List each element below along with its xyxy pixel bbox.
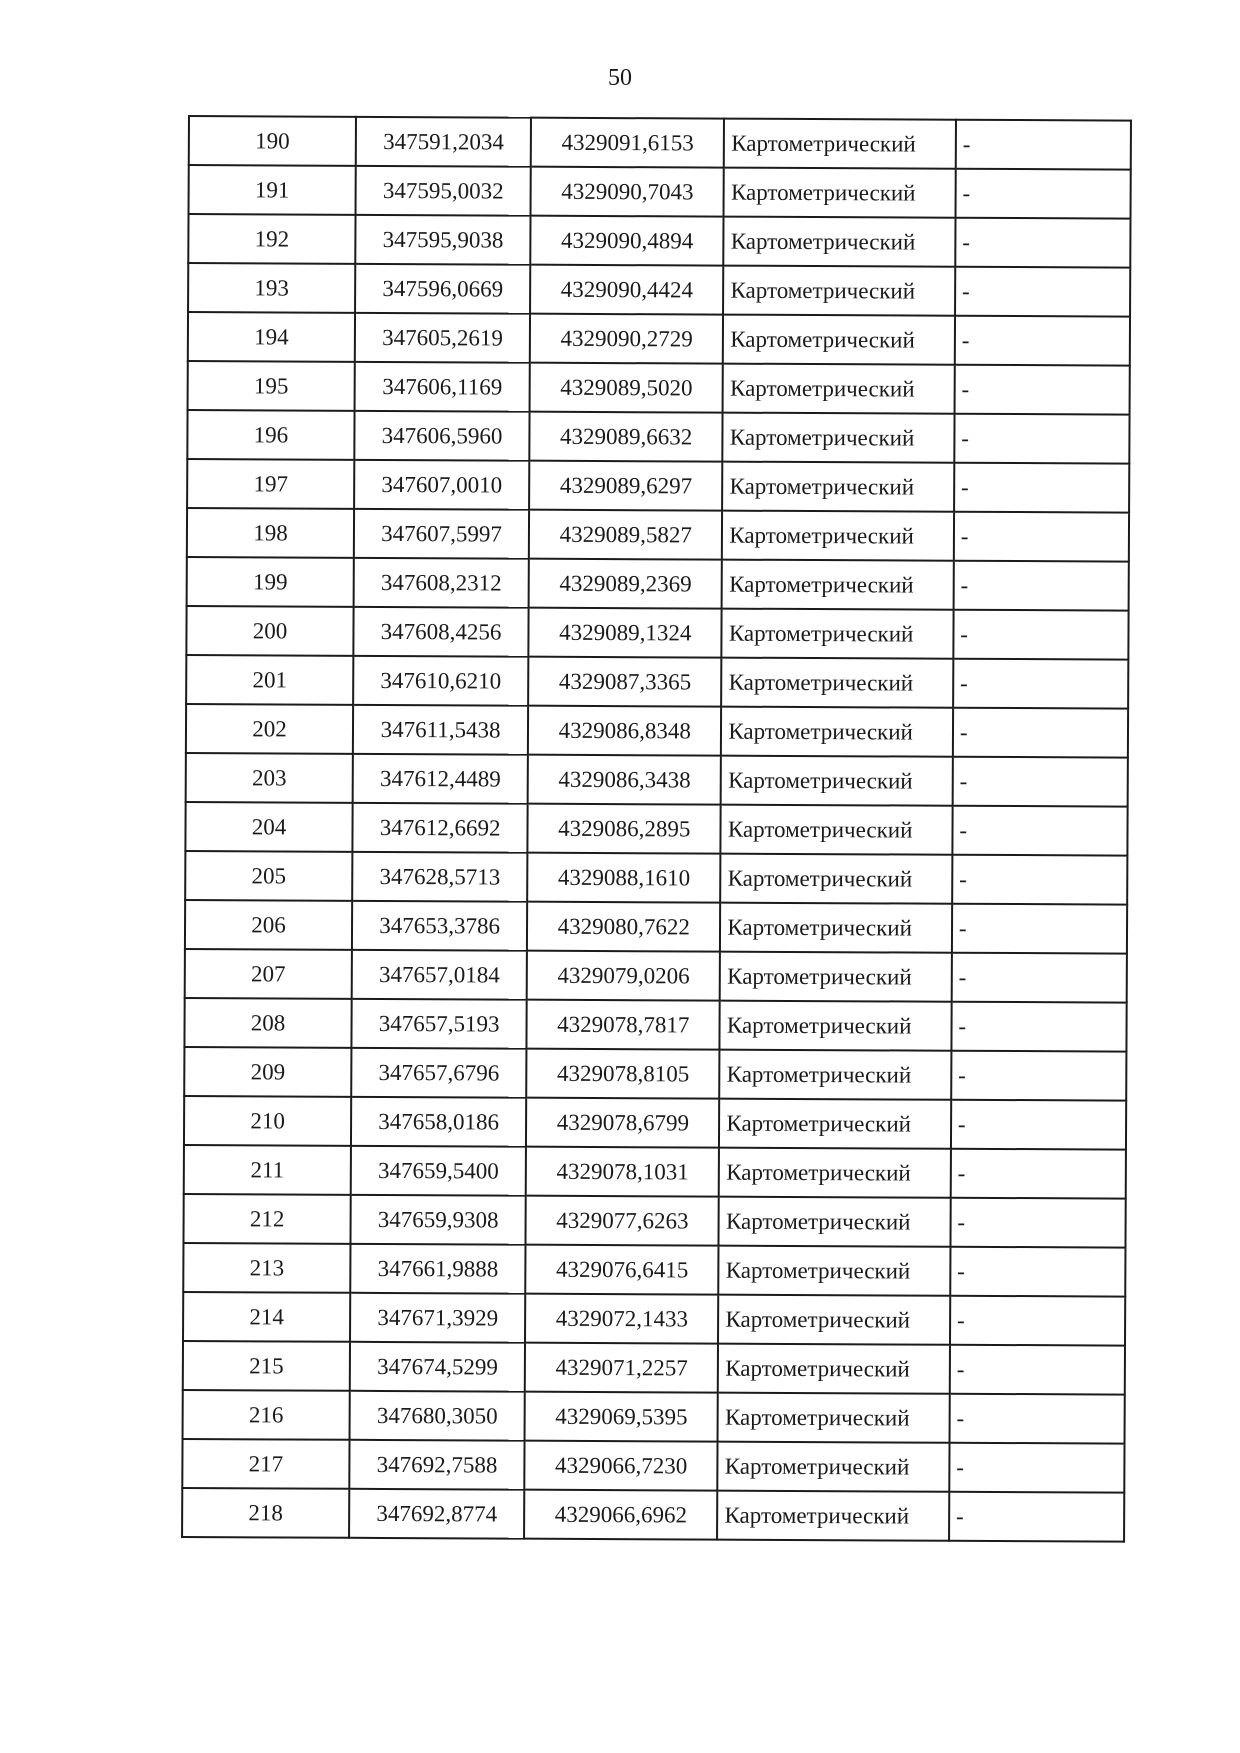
x-coordinate-cell: 347607,5997 <box>354 509 529 559</box>
table-row <box>187 557 1129 611</box>
point-number-cell: 206 <box>185 900 352 950</box>
method-cell: Картометрический <box>722 511 954 561</box>
y-coordinate-cell: 4329078,7817 <box>527 1000 720 1050</box>
table-row <box>183 1390 1125 1444</box>
y-coordinate-cell: 4329077,6263 <box>526 1196 719 1246</box>
point-number-cell: 199 <box>187 557 354 607</box>
method-cell: Картометрический <box>723 364 955 414</box>
method-cell: Картометрический <box>724 217 956 267</box>
point-number-cell: 193 <box>188 263 355 313</box>
method-cell: Картометрический <box>720 1001 952 1051</box>
method-cell: Картометрический <box>720 1050 952 1100</box>
point-number-cell: 215 <box>183 1341 350 1391</box>
table-row <box>184 1096 1126 1150</box>
error-cell: - <box>952 953 1127 1003</box>
y-coordinate-cell: 4329090,2729 <box>530 314 723 364</box>
error-cell: - <box>954 512 1129 562</box>
error-cell: - <box>955 218 1130 268</box>
method-cell: Картометрический <box>721 756 953 806</box>
table-row <box>185 851 1127 905</box>
y-coordinate-cell: 4329090,4894 <box>530 216 723 266</box>
table-row <box>184 1145 1126 1199</box>
method-cell: Картометрический <box>718 1393 950 1443</box>
point-number-cell: 198 <box>187 508 354 558</box>
x-coordinate-cell: 347657,0184 <box>352 950 527 1000</box>
error-cell: - <box>954 414 1129 464</box>
method-cell: Картометрический <box>720 903 952 953</box>
table-row <box>182 1439 1124 1493</box>
table-row <box>183 1292 1125 1346</box>
point-number-cell: 197 <box>187 459 354 509</box>
point-number-cell: 196 <box>187 410 354 460</box>
method-cell: Картометрический <box>721 805 953 855</box>
error-cell: - <box>951 1100 1126 1150</box>
method-cell: Картометрический <box>718 1295 950 1345</box>
coordinates-table <box>181 115 1132 1543</box>
y-coordinate-cell: 4329091,6153 <box>531 118 724 168</box>
error-cell: - <box>952 904 1127 954</box>
y-coordinate-cell: 4329071,2257 <box>525 1343 718 1393</box>
y-coordinate-cell: 4329087,3365 <box>528 657 721 707</box>
y-coordinate-cell: 4329066,6962 <box>524 1490 717 1540</box>
table-row <box>183 1341 1125 1395</box>
y-coordinate-cell: 4329079,0206 <box>527 951 720 1001</box>
x-coordinate-cell: 347610,6210 <box>353 656 528 706</box>
error-cell: - <box>949 1443 1124 1493</box>
y-coordinate-cell: 4329089,1324 <box>529 608 722 658</box>
method-cell: Картометрический <box>722 658 954 708</box>
method-cell: Картометрический <box>721 854 953 904</box>
table-row <box>186 753 1128 807</box>
table-row <box>186 704 1128 758</box>
error-cell: - <box>953 659 1128 709</box>
point-number-cell: 190 <box>189 116 356 166</box>
error-cell: - <box>952 855 1127 905</box>
point-number-cell: 203 <box>186 753 353 803</box>
y-coordinate-cell: 4329086,3438 <box>528 755 721 805</box>
x-coordinate-cell: 347611,5438 <box>353 705 528 755</box>
x-coordinate-cell: 347653,3786 <box>352 901 527 951</box>
x-coordinate-cell: 347628,5713 <box>352 852 527 902</box>
x-coordinate-cell: 347605,2619 <box>355 313 530 363</box>
point-number-cell: 214 <box>183 1292 350 1342</box>
table-row <box>183 1243 1125 1297</box>
error-cell: - <box>952 806 1127 856</box>
error-cell: - <box>955 267 1130 317</box>
y-coordinate-cell: 4329090,7043 <box>531 167 724 217</box>
x-coordinate-cell: 347595,0032 <box>356 166 531 216</box>
error-cell: - <box>953 708 1128 758</box>
y-coordinate-cell: 4329089,5020 <box>530 363 723 413</box>
y-coordinate-cell: 4329080,7622 <box>527 902 720 952</box>
x-coordinate-cell: 347608,2312 <box>354 558 529 608</box>
error-cell: - <box>950 1345 1125 1395</box>
y-coordinate-cell: 4329090,4424 <box>530 265 723 315</box>
method-cell: Картометрический <box>719 1246 951 1296</box>
error-cell: - <box>949 1394 1124 1444</box>
method-cell: Картометрический <box>723 315 955 365</box>
x-coordinate-cell: 347680,3050 <box>350 1391 525 1441</box>
error-cell: - <box>949 1492 1124 1542</box>
y-coordinate-cell: 4329072,1433 <box>525 1294 718 1344</box>
error-cell: - <box>954 463 1129 513</box>
y-coordinate-cell: 4329089,2369 <box>529 559 722 609</box>
x-coordinate-cell: 347671,3929 <box>350 1293 525 1343</box>
table-row <box>182 1488 1124 1542</box>
table-row <box>189 165 1131 219</box>
point-number-cell: 209 <box>184 1047 351 1097</box>
table-row <box>188 214 1130 268</box>
point-number-cell: 211 <box>184 1145 351 1195</box>
error-cell: - <box>954 365 1129 415</box>
x-coordinate-cell: 347661,9888 <box>350 1244 525 1294</box>
method-cell: Картометрический <box>724 119 956 169</box>
method-cell: Картометрический <box>722 462 954 512</box>
method-cell: Картометрический <box>723 266 955 316</box>
table-row <box>186 655 1128 709</box>
error-cell: - <box>951 1051 1126 1101</box>
method-cell: Картометрический <box>724 168 956 218</box>
error-cell: - <box>956 120 1131 170</box>
y-coordinate-cell: 4329066,7230 <box>524 1441 717 1491</box>
y-coordinate-cell: 4329089,6632 <box>529 412 722 462</box>
x-coordinate-cell: 347607,0010 <box>354 460 529 510</box>
error-cell: - <box>953 561 1128 611</box>
method-cell: Картометрический <box>718 1344 950 1394</box>
error-cell: - <box>950 1247 1125 1297</box>
method-cell: Картометрический <box>723 413 955 463</box>
point-number-cell: 194 <box>188 312 355 362</box>
table-row <box>184 1047 1126 1101</box>
page-number: 50 <box>608 65 632 91</box>
table-row <box>188 263 1130 317</box>
table-row <box>185 949 1127 1003</box>
point-number-cell: 216 <box>183 1390 350 1440</box>
table-row <box>188 312 1130 366</box>
x-coordinate-cell: 347595,9038 <box>355 215 530 265</box>
point-number-cell: 208 <box>184 998 351 1048</box>
point-number-cell: 218 <box>182 1488 349 1538</box>
point-number-cell: 212 <box>183 1194 350 1244</box>
method-cell: Картометрический <box>721 707 953 757</box>
x-coordinate-cell: 347606,5960 <box>354 411 529 461</box>
x-coordinate-cell: 347612,4489 <box>353 754 528 804</box>
x-coordinate-cell: 347591,2034 <box>356 117 531 167</box>
point-number-cell: 205 <box>185 851 352 901</box>
x-coordinate-cell: 347596,0669 <box>355 264 530 314</box>
y-coordinate-cell: 4329078,8105 <box>526 1049 719 1099</box>
x-coordinate-cell: 347692,7588 <box>349 1440 524 1490</box>
error-cell: - <box>953 610 1128 660</box>
y-coordinate-cell: 4329089,6297 <box>529 461 722 511</box>
method-cell: Картометрический <box>722 609 954 659</box>
y-coordinate-cell: 4329076,6415 <box>525 1245 718 1295</box>
method-cell: Картометрический <box>719 1197 951 1247</box>
x-coordinate-cell: 347659,5400 <box>351 1146 526 1196</box>
x-coordinate-cell: 347657,6796 <box>351 1048 526 1098</box>
table-row <box>185 802 1127 856</box>
y-coordinate-cell: 4329078,6799 <box>526 1098 719 1148</box>
error-cell: - <box>951 1149 1126 1199</box>
y-coordinate-cell: 4329069,5395 <box>525 1392 718 1442</box>
table-row <box>187 508 1129 562</box>
error-cell: - <box>955 316 1130 366</box>
error-cell: - <box>951 1002 1126 1052</box>
method-cell: Картометрический <box>719 1148 951 1198</box>
x-coordinate-cell: 347608,4256 <box>353 607 528 657</box>
point-number-cell: 191 <box>189 165 356 215</box>
y-coordinate-cell: 4329089,5827 <box>529 510 722 560</box>
table-row <box>187 410 1129 464</box>
x-coordinate-cell: 347612,6692 <box>352 803 527 853</box>
point-number-cell: 207 <box>185 949 352 999</box>
method-cell: Картометрический <box>717 1491 949 1541</box>
point-number-cell: 202 <box>186 704 353 754</box>
y-coordinate-cell: 4329086,8348 <box>528 706 721 756</box>
point-number-cell: 217 <box>182 1439 349 1489</box>
point-number-cell: 213 <box>183 1243 350 1293</box>
point-number-cell: 192 <box>188 214 355 264</box>
point-number-cell: 204 <box>185 802 352 852</box>
table-row <box>189 116 1131 170</box>
point-number-cell: 195 <box>188 361 355 411</box>
point-number-cell: 200 <box>186 606 353 656</box>
method-cell: Картометрический <box>722 560 954 610</box>
error-cell: - <box>950 1296 1125 1346</box>
x-coordinate-cell: 347692,8774 <box>349 1489 524 1539</box>
error-cell: - <box>950 1198 1125 1248</box>
table-row <box>187 459 1129 513</box>
x-coordinate-cell: 347659,9308 <box>351 1195 526 1245</box>
y-coordinate-cell: 4329078,1031 <box>526 1147 719 1197</box>
point-number-cell: 210 <box>184 1096 351 1146</box>
x-coordinate-cell: 347658,0186 <box>351 1097 526 1147</box>
table-row <box>183 1194 1125 1248</box>
method-cell: Картометрический <box>719 1099 951 1149</box>
x-coordinate-cell: 347674,5299 <box>350 1342 525 1392</box>
coordinates-table-body <box>182 116 1131 1542</box>
y-coordinate-cell: 4329086,2895 <box>528 804 721 854</box>
x-coordinate-cell: 347606,1169 <box>355 362 530 412</box>
point-number-cell: 201 <box>186 655 353 705</box>
error-cell: - <box>955 169 1130 219</box>
x-coordinate-cell: 347657,5193 <box>352 999 527 1049</box>
table-row <box>186 606 1128 660</box>
method-cell: Картометрический <box>720 952 952 1002</box>
error-cell: - <box>952 757 1127 807</box>
table-row <box>184 998 1126 1052</box>
table-row <box>188 361 1130 415</box>
table-row <box>185 900 1127 954</box>
y-coordinate-cell: 4329088,1610 <box>527 853 720 903</box>
method-cell: Картометрический <box>718 1442 950 1492</box>
